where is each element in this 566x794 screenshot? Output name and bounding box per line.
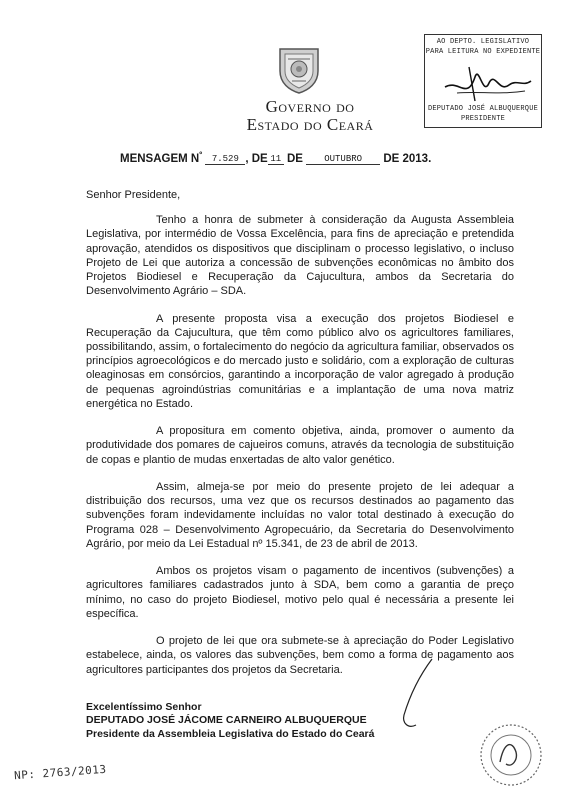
stamp-line3: DEPUTADO JOSÉ ALBUQUERQUE xyxy=(427,105,539,113)
state-coat-of-arms-icon xyxy=(276,45,322,95)
message-body xyxy=(86,188,514,690)
message-heading xyxy=(120,150,520,166)
closing-line2: DEPUTADO JOSÉ JÁCOME CARNEIRO ALBUQUERQUE xyxy=(86,714,367,727)
message-label: MENSAGEM N xyxy=(120,152,200,165)
message-year: DE 2013. xyxy=(383,152,432,165)
closing-line1: Excelentíssimo Senhor xyxy=(86,701,202,713)
closing-line3: Presidente da Assembleia Legislativa do Estado do Ceará xyxy=(86,727,375,740)
paragraph-4: Assim, almeja-se por meio do presente projeto de lei adequar a distribuição dos recursos, uma vez que os recursos destinados ao pagamento das subvenções foram indevidamente incluídas no valor total destinado à execução do Programa 028 – Desenvolvimento Agropecuário, da Secretaria do Desenvolvimento Agrário, por meio da Lei Estadual nº 15.341, de 23 de abril de 2013. xyxy=(86,481,514,550)
government-title xyxy=(180,98,440,134)
paragraph-3: A propositura em comento objetiva, ainda, promover o aumento da produtividade dos pomares de cajueiros comuns, através da tecnologia de substituição de copas e plantio de mudas enxertadas de alto valor genético. xyxy=(86,425,514,466)
addressee-block xyxy=(86,701,446,741)
message-sep: , DE xyxy=(245,152,268,165)
gov-title-line2: Estado do Ceará xyxy=(246,115,374,134)
message-number: 7.529 xyxy=(205,154,245,165)
handwritten-protocol-number: NP: 2763/2013 xyxy=(13,762,107,783)
gov-title-line1: Governo do xyxy=(265,97,355,116)
message-ordinal: º xyxy=(199,150,203,159)
paragraph-1: Tenho a honra de submeter à consideração da Augusta Assembleia Legislativa, por intermédio de Vossa Excelência, para fins de apreciação e pretendida aprovação, atendidos os dispositivos que disciplinam o processo legislativo, o incluso Projeto de Lei que autoriza a concessão de subvenções econômicas no âmbito dos Projetos Biodiesel e Recuperação da Cajucultura, ambos da Secretaria do Desenvolvimento Agrário – SDA. xyxy=(86,214,514,298)
protocol-round-stamp-icon xyxy=(478,722,544,788)
paragraph-5: Ambos os projetos visam o pagamento de incentivos (subvenções) a agricultores familiares cadastrados junto à SDA, bem como a garantia de preço mínimo, no caso do projeto Biodiesel, motivo pelo qual é necessária a presente lei específica. xyxy=(86,565,514,620)
paragraph-2: A presente proposta visa a execução dos projetos Biodiesel e Recuperação da Cajucultura, que têm como público alvo os agricultores familiares, possibilitando, assim, o fortalecimento do negócio da agricultura familiar, observados os princípios agroecológicos e do mercado justo e solidário, com a exploração de culturas oleaginosas em consórcios, garantindo a incorporação de valor agregado à produção de pequenas agroindústrias comunitárias e a implantação de uma nova matriz energética no Estado. xyxy=(86,312,515,410)
legislative-reception-stamp xyxy=(424,34,542,128)
stamp-line1: AO DEPTO. LEGISLATIVO xyxy=(436,38,530,46)
message-day: 11 xyxy=(268,154,284,165)
handwritten-signature-icon xyxy=(439,57,535,105)
paragraph-6: O projeto de lei que ora submete-se à apreciação do Poder Legislativo estabelece, ainda, os valores das subvenções, bem como a forma de pagamento aos agricultores participantes dos projetos da Secretaria. xyxy=(86,635,514,676)
stamp-line4: PRESIDENTE xyxy=(460,115,505,123)
salutation: Senhor Presidente, xyxy=(86,189,181,201)
stamp-line2: PARA LEITURA NO EXPEDIENTE xyxy=(425,48,541,56)
message-de: DE xyxy=(286,152,303,165)
message-month: OUTUBRO xyxy=(306,154,380,165)
